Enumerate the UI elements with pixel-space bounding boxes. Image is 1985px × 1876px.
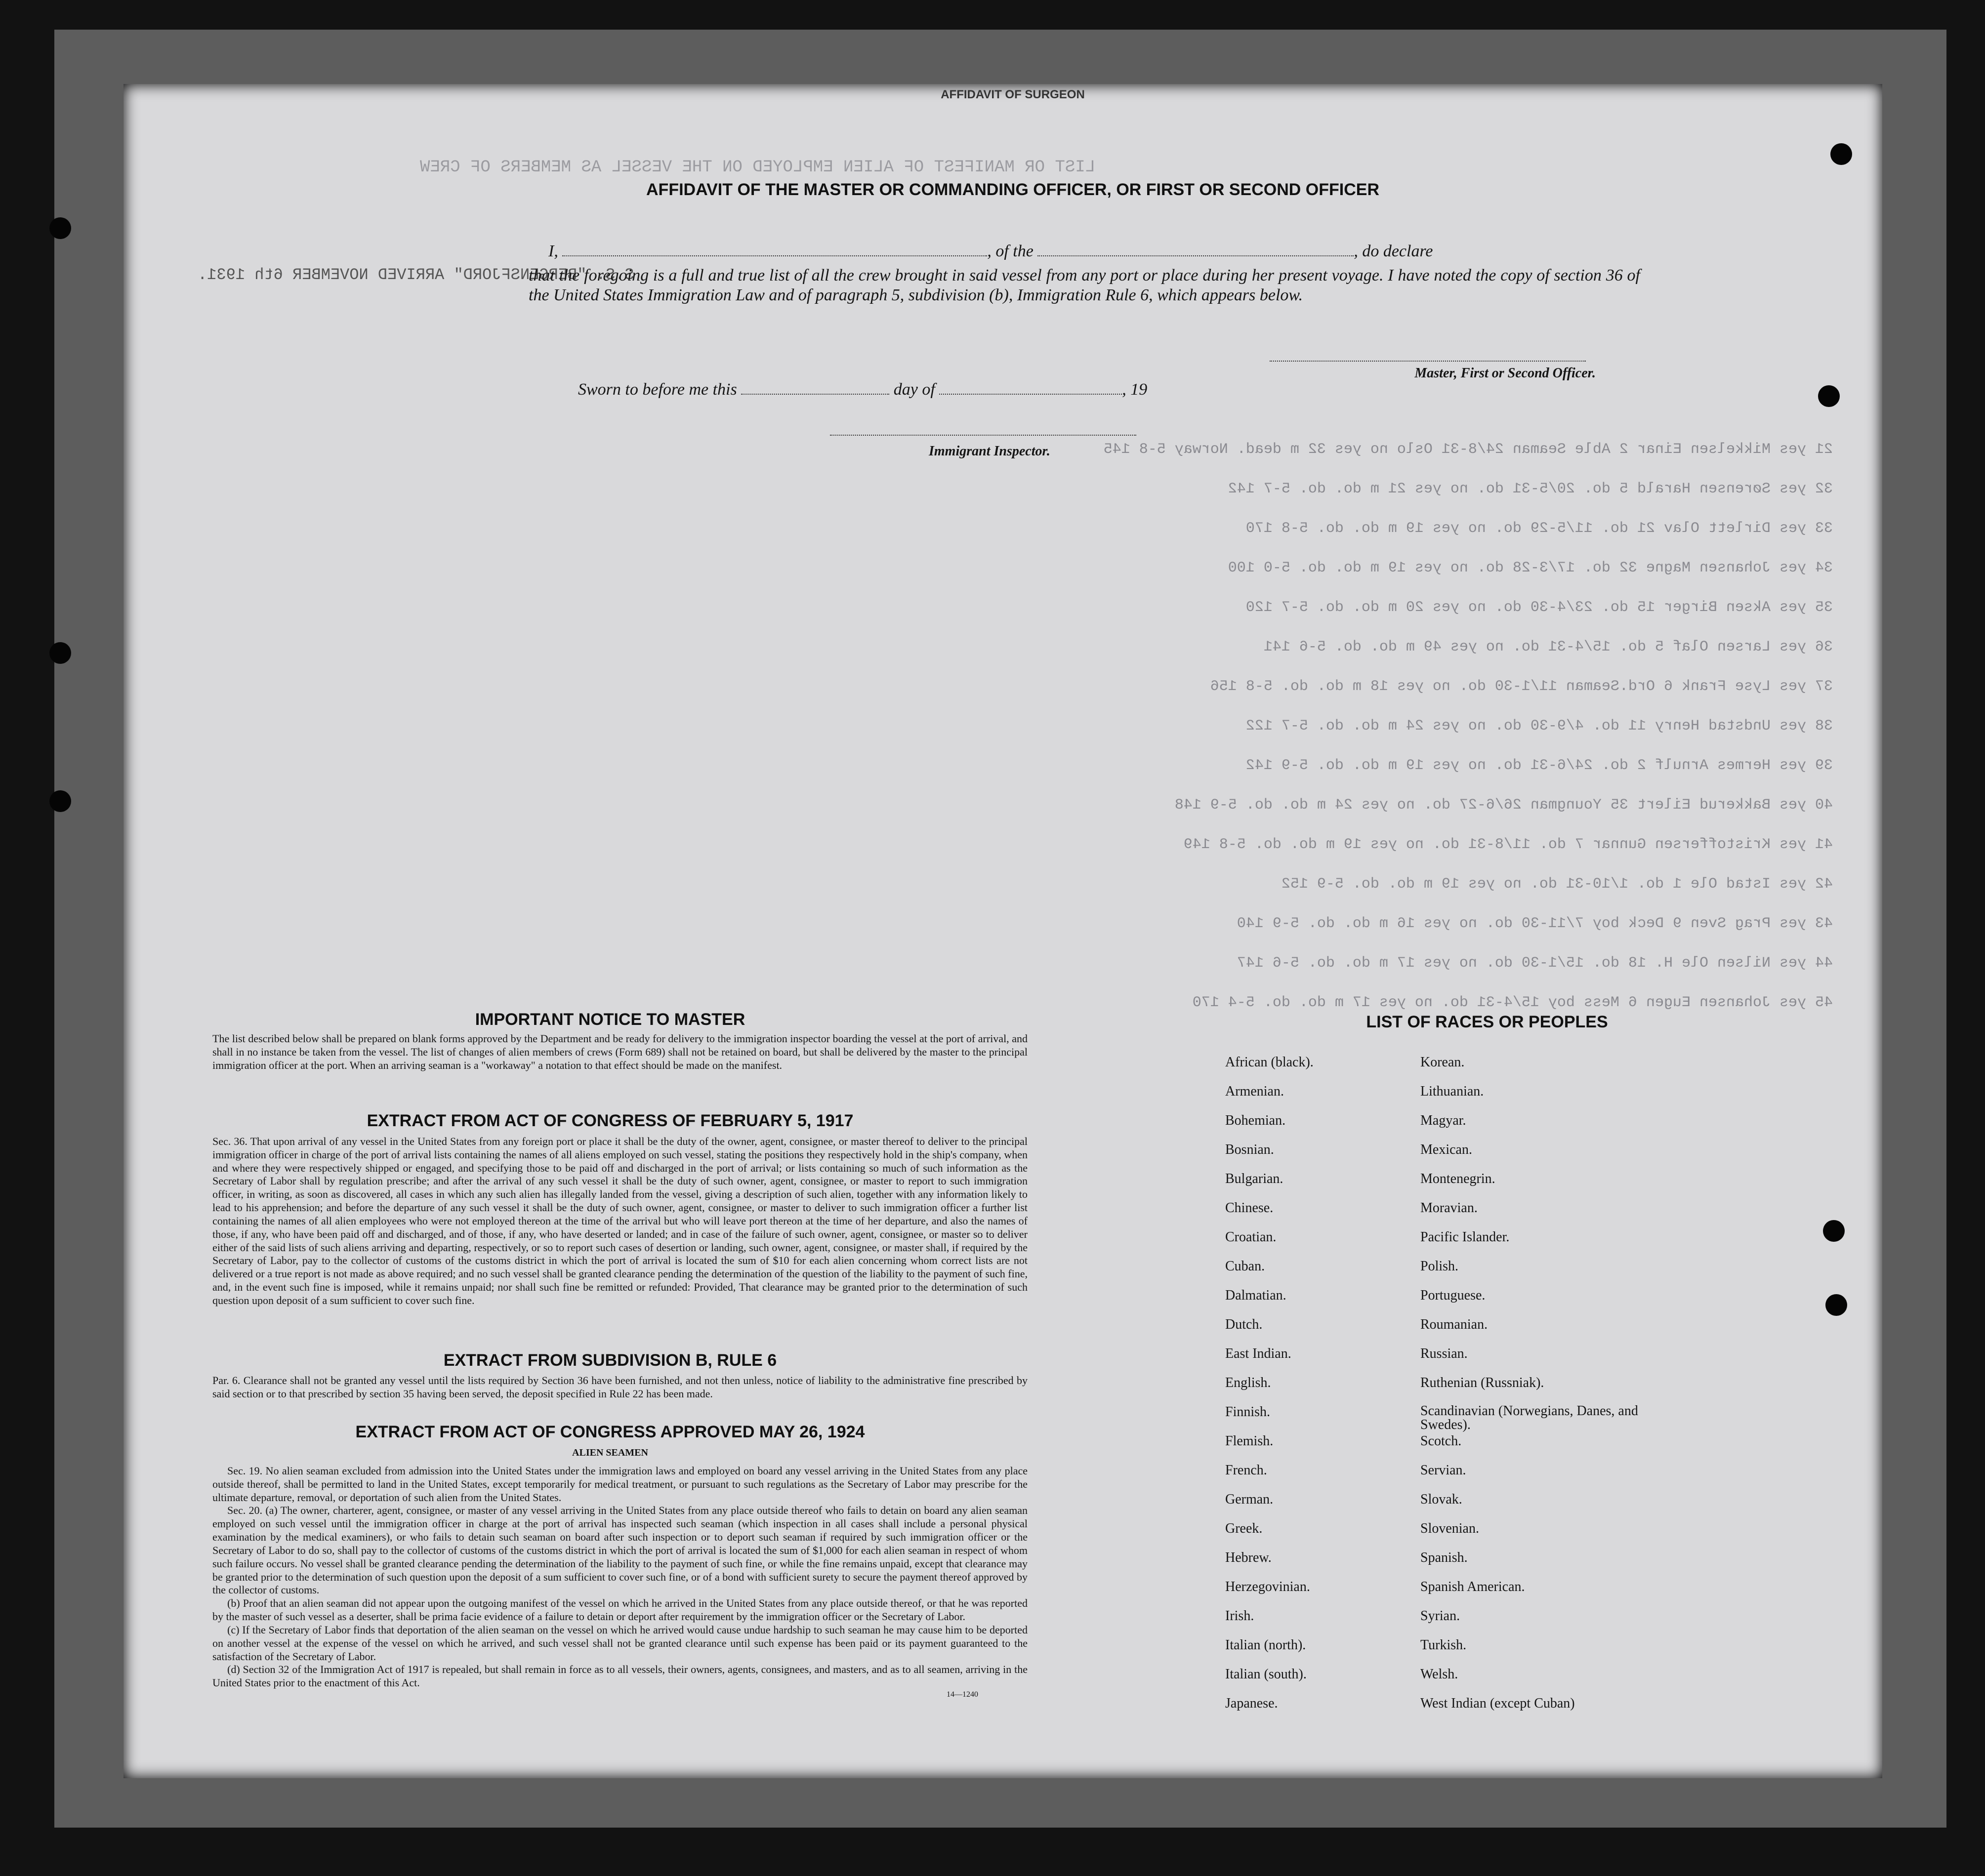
document-page: [124, 84, 1882, 1778]
signature-line[interactable]: [1270, 361, 1586, 362]
race-item: Bohemian.: [1225, 1113, 1286, 1128]
notice-text: The list described below shall be prepared on blank forms approved by the Department and be ready for delivery to the immigration inspector boarding the vessel at the port of arrival, and shall in no instance be taken from the vessel. The list of changes of alien members of crews (Form 689) shall not be retained on board, but shall be delivered by the master to the principal immigration officer at the port. When an arriving seaman is a "workaway" a notation to that effect should be made on the manifest.: [212, 1032, 1028, 1071]
punch-hole: [49, 217, 71, 239]
punch-hole: [49, 642, 71, 664]
race-item: Magyar.: [1420, 1113, 1466, 1128]
race-item: Slovenian.: [1420, 1521, 1479, 1536]
race-item: Korean.: [1420, 1055, 1465, 1070]
bleed-ship-line: S.S. "BERGENSFJORD" ARRIVED NOVEMBER 6th 1931.: [198, 266, 634, 284]
race-item: East Indian.: [1225, 1346, 1291, 1361]
race-item: Moravian.: [1420, 1200, 1478, 1216]
race-item: Spanish American.: [1420, 1579, 1525, 1594]
sworn-year: , 19: [1122, 380, 1148, 399]
declaration-of-the: , of the: [987, 242, 1034, 260]
races-title: LIST OF RACES OR PEOPLES: [1366, 1013, 1608, 1031]
bleed-row: 44 yes Nilsen Ole H. 18 do. 15/1-30 do. no yes 17 m do. do. 5-6 147: [1237, 955, 1833, 972]
sec-20c: (c) If the Secretary of Labor finds that deportation of the alien seaman on the vessel on which he arrived would cause undue hardship to such seaman he may cause him to be deported on another vessel at the expense of the vessel on which he arrived, and such vessel shall not be granted clearance until such expense has been paid or its payment guaranteed to the satisfaction of the Secretary of Labor.: [212, 1623, 1028, 1663]
race-item: Herzegovinian.: [1225, 1579, 1310, 1594]
race-item: Bulgarian.: [1225, 1171, 1283, 1186]
punch-hole: [1818, 385, 1840, 407]
race-item: Dutch.: [1225, 1317, 1263, 1332]
race-item: Turkish.: [1420, 1637, 1467, 1653]
race-item: Servian.: [1420, 1463, 1466, 1478]
day-blank[interactable]: [741, 389, 889, 395]
race-item: Irish.: [1225, 1608, 1254, 1624]
faint-top-label: AFFIDAVIT OF SURGEON: [941, 88, 1085, 101]
race-item: Mexican.: [1420, 1142, 1472, 1157]
race-item: Japanese.: [1225, 1696, 1278, 1711]
declaration-do-declare: , do declare: [1354, 242, 1433, 260]
race-item: Hebrew.: [1225, 1550, 1272, 1565]
race-item: Pacific Islander.: [1420, 1229, 1510, 1245]
bleed-row: 45 yes Johansen Eugen 6 Mess boy 15/4-31 do. no yes 17 m do. do. 5-4 170: [1192, 994, 1833, 1011]
race-item: Syrian.: [1420, 1608, 1460, 1624]
bleed-row: 38 yes Undstad Henry 11 do. 4/9-30 do. no yes 24 m do. do. 5-7 122: [1245, 718, 1833, 734]
bleed-row: 35 yes Aksen Birger 15 do. 23/4-30 do. no yes 20 m do. do. 5-7 120: [1245, 599, 1833, 616]
race-item: Greek.: [1225, 1521, 1263, 1536]
race-item: Russian.: [1420, 1346, 1468, 1361]
extract-1924-title: EXTRACT FROM ACT OF CONGRESS APPROVED MAY 26, 1924: [355, 1423, 865, 1441]
inspector-label: Immigrant Inspector.: [929, 444, 1050, 459]
race-item: Lithuanian.: [1420, 1084, 1484, 1099]
race-item: Ruthenian (Russniak).: [1420, 1375, 1544, 1390]
races-right-column: [1420, 1055, 1677, 1725]
extract-rule6-text: Par. 6. Clearance shall not be granted any vessel until the lists required by Section 36 have been furnished, and not then unless, notice of liability to the administrative fine prescribed by said section or to that prescribed by section 35 having been served, the deposit specified in Rule 22 has been made.: [212, 1374, 1028, 1400]
declaration-body: that the foregoing is a full and true list of all the crew brought in said vessel from any port or place during her present voyage. I have noted the copy of section 36 of the United States Immigration Law and of paragraph 5, subdivision (b), Immigration Rule 6, which appears below.: [529, 266, 1640, 304]
affidavit-title: AFFIDAVIT OF THE MASTER OR COMMANDING OFFICER, OR FIRST OR SECOND OFFICER: [646, 180, 1379, 199]
extract-rule6-title: EXTRACT FROM SUBDIVISION B, RULE 6: [443, 1351, 777, 1370]
race-item: Flemish.: [1225, 1433, 1274, 1449]
punch-hole: [1830, 143, 1852, 165]
race-item: West Indian (except Cuban): [1420, 1696, 1575, 1711]
name-blank[interactable]: [562, 250, 987, 256]
bleed-row: 32 yes Sørensen Harald 5 do. 20/5-31 do. no yes 21 m do. do. 5-7 142: [1228, 481, 1833, 497]
notice-title: IMPORTANT NOTICE TO MASTER: [475, 1010, 745, 1029]
race-item: Slovak.: [1420, 1492, 1462, 1507]
signature-label: Master, First or Second Officer.: [1414, 366, 1596, 381]
declaration-i: I,: [548, 242, 558, 260]
form-number: 14—1240: [947, 1690, 978, 1699]
race-item: Italian (north).: [1225, 1637, 1306, 1653]
sec-20d: (d) Section 32 of the Immigration Act of 1917 is repealed, but shall remain in force as to all vessels, their owners, agents, consignees, and masters, and as to all seamen, arriving in the United States prior to the enactment of this Act.: [212, 1663, 1028, 1689]
race-item: Portuguese.: [1420, 1288, 1486, 1303]
race-item: Chinese.: [1225, 1200, 1274, 1216]
race-item: English.: [1225, 1375, 1271, 1390]
race-item: French.: [1225, 1463, 1267, 1478]
sec-20a: Sec. 20. (a) The owner, charterer, agent, consignee, or master of any vessel arriving in the United States from any place outside thereof who fails to detain on board any alien seaman employed on such vessel until the immigration officer in charge at the port of arrival has inspected such seaman (which inspection in all cases shall include a personal physical examination by the medical examiners), or who fails to detain such seaman on board after such inspection or to deport such seaman if required by such immigration officer or the Secretary of Labor to do so, shall pay to the collector of customs of the customs district in which the port of arrival is located the sum of $1,000 for each alien seaman in respect of whom such failure occurs. No vessel shall be granted clearance pending the determination of the liability to the payment of such fine, or while the fine remains unpaid, except that clearance may be granted prior to the determination of such question upon the deposit of a sum sufficient to cover such fine, or of a bond with sufficient surety to secure the payment thereof approved by the collector of customs.: [212, 1504, 1028, 1596]
race-item: Finnish.: [1225, 1404, 1271, 1420]
punch-hole: [49, 790, 71, 812]
bleed-crew-rows: [400, 430, 1833, 1022]
vessel-blank[interactable]: [1037, 250, 1354, 256]
extract-1924-body: [212, 1465, 1028, 1700]
race-item: Polish.: [1420, 1259, 1459, 1274]
race-item: Bosnian.: [1225, 1142, 1274, 1157]
race-item: Italian (south).: [1225, 1667, 1307, 1682]
extract-1917-title: EXTRACT FROM ACT OF CONGRESS OF FEBRUARY 5, 1917: [367, 1111, 854, 1130]
bleed-row: 40 yes Bakkerud Eilert 35 Youngman 26/6-27 do. no yes 24 m do. do. 5-9 148: [1174, 797, 1833, 814]
race-item: Welsh.: [1420, 1667, 1458, 1682]
sworn-day-of: day of: [893, 380, 935, 399]
bleed-row: 39 yes Hermes Arnulf 2 do. 24/6-31 do. no yes 19 m do. do. 5-9 142: [1245, 757, 1833, 774]
race-item: Spanish.: [1420, 1550, 1468, 1565]
race-item: Armenian.: [1225, 1084, 1284, 1099]
punch-hole: [1825, 1294, 1847, 1316]
alien-seamen-subtitle: ALIEN SEAMEN: [572, 1447, 648, 1458]
race-item: Scotch.: [1420, 1433, 1462, 1449]
bleed-row: 41 yes Kristoffersen Gunnar 7 do. 11/8-31 do. no yes 19 m do. do. 5-8 149: [1183, 836, 1833, 853]
race-item: German.: [1225, 1492, 1274, 1507]
race-item: Montenegrin.: [1420, 1171, 1495, 1186]
bleed-row: 42 yes Istad Ole 1 do. 1/10-31 do. no yes 19 m do. do. 5-9 152: [1281, 876, 1833, 893]
bleed-row: 33 yes Dirlett Olav 21 do. 11/5-29 do. no yes 19 m do. do. 5-8 170: [1245, 520, 1833, 537]
race-item: Roumanian.: [1420, 1317, 1488, 1332]
month-blank[interactable]: [939, 389, 1122, 395]
race-item: African (black).: [1225, 1055, 1314, 1070]
race-item: Cuban.: [1225, 1259, 1265, 1274]
sworn-line: [578, 380, 1368, 399]
sec-19: Sec. 19. No alien seaman excluded from admission into the United States under the immigration laws and employed on board any vessel arriving in the United States from any place outside thereof, shall be permitted to land in the United States, except temporarily for medical treatment, or pursuant to such regulations as the Secretary of Labor may prescribe for the ultimate departure, removal, or deportation of such alien from the United States.: [212, 1465, 1028, 1504]
race-item: Scandinavian (Norwegians, Danes, and Swedes).: [1420, 1403, 1638, 1432]
race-item: Croatian.: [1225, 1229, 1277, 1245]
punch-hole: [1823, 1220, 1845, 1242]
bleed-row: 21 yes Mikkelsen Einar 2 Able Seaman 24/8-31 Oslo no yes 32 m dead. Norway 5-8 145: [1103, 441, 1833, 458]
bleed-row: 43 yes Prag Sven 9 Deck boy 7/11-30 do. no yes 16 m do. do. 5-9 140: [1237, 915, 1833, 932]
sec-20b: (b) Proof that an alien seaman did not appear upon the outgoing manifest of the vessel on which he arrived in the United States from any place outside thereof, or that he was reported by the master of such vessel as a deserter, shall be prima facie evidence of a failure to detain or deport after requirement by the immigration officer or the Secretary of Labor.: [212, 1597, 1028, 1623]
declaration-line: [548, 242, 1635, 261]
bleed-row: 37 yes Lyse Frank 6 Ord.Seaman 11/1-30 do. no yes 18 m do. do. 5-8 156: [1210, 678, 1833, 695]
races-left-column: [1225, 1055, 1423, 1725]
bleed-row: 34 yes Johansen Magne 32 do. 17/3-28 do. no yes 19 m do. do. 5-0 100: [1228, 560, 1833, 576]
extract-1917-text: Sec. 36. That upon arrival of any vessel in the United States from any foreign port or place it shall be the duty of the owner, agent, consignee, or master thereof to deliver to the principal immigration officer in charge of the port of arrival lists containing the names of all aliens employed on such vessel, stating the positions they respectively hold in the ship's company, when and where they were respectively shipped or engaged, and specifying those to be paid off and discharged in the port of arrival; or lists containing so much of such information as the Secretary of Labor shall by regulation prescribe; and after the arrival of any such vessel it shall be the duty of such owner, agent, consignee, or master to report to such immigration officer, in writing, as soon as discovered, all cases in which any such alien has illegally landed from the vessel, giving a description of such alien, together with any information likely to lead to his apprehension; and before the departure of any such vessel it shall be the duty of such owner, agent, consignee, or master to deliver to such immigration officer a further list containing the names of all alien employees who were not employed thereon at the time of the arrival but who will leave port thereon at the time of her departure, and also the names of those, if any, who have been paid off and discharged, and of those, if any, who have deserted or landed; and in case of the failure of such owner, agent, consignee, or master so to deliver either of the said lists of such aliens arriving and departing, respectively, or so to report such cases of desertion or landing, such owner, agent, consignee, or master shall, if required by the Secretary of Labor, pay to the collector of customs of the customs district in which the port of arrival is located the sum of $10 for each alien concerning whom correct lists are not delivered or a true report is not made as above required; and no such vessel shall be granted clearance pending the determination of the question of the liability to the payment of such fine, and, in the event such fine is imposed, while it remains unpaid; nor shall such fine be remitted or refunded: Provided, That clearance may be granted prior to the determination of such question upon deposit of a sum sufficient to cover such fine.: [212, 1135, 1028, 1306]
bleed-crew-heading: LIST OR MANIFEST OF ALIEN EMPLOYED ON THE VESSEL AS MEMBERS OF CREW: [420, 158, 1096, 177]
race-item: Dalmatian.: [1225, 1288, 1286, 1303]
sworn-prefix: Sworn to before me this: [578, 380, 737, 399]
bleed-row: 36 yes Larsen Olaf 5 do. 15/4-31 do. no yes 49 m do. do. 5-6 141: [1263, 639, 1833, 655]
